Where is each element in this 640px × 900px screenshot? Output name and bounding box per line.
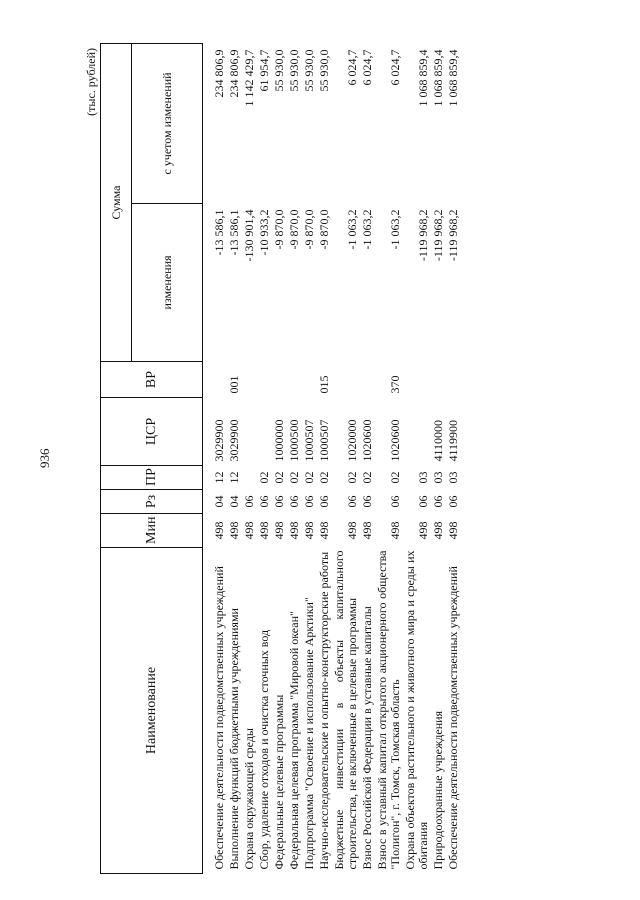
row-total: 234 806,9 xyxy=(212,49,226,98)
row-name: Подпрограмма "Освоение и использование Арктики" xyxy=(302,597,316,870)
row-pr: 03 xyxy=(446,471,460,484)
row-csr: 3029900 xyxy=(227,419,241,462)
row-name: Взнос Российской Федерации в уставные капиталы xyxy=(360,606,374,870)
table-row xyxy=(302,43,317,873)
row-name: Выполнение функций бюджетными учреждениями xyxy=(227,608,241,870)
rotated-page-content xyxy=(84,44,564,874)
row-vr xyxy=(332,362,360,398)
row-rz: 06 xyxy=(302,495,316,508)
row-min: 498 xyxy=(212,521,226,540)
row-name: Федеральная целевая программа "Мировой океан" xyxy=(287,611,301,870)
row-total: 1 068 859,4 xyxy=(446,49,460,107)
row-rz: 06 xyxy=(345,495,359,508)
table-row xyxy=(431,43,446,873)
table-row xyxy=(287,43,302,873)
table-body xyxy=(203,43,462,873)
row-change: -119 968,2 xyxy=(446,209,460,262)
row-change: -9 870,0 xyxy=(272,209,286,250)
row-csr: 1000507 xyxy=(302,419,316,462)
table-row xyxy=(375,43,403,873)
row-min: 498 xyxy=(446,521,460,540)
row-pr: 03 xyxy=(431,471,445,484)
row-change: -119 968,2 xyxy=(431,209,445,262)
row-vr xyxy=(203,362,228,398)
table-row xyxy=(203,43,228,873)
table-row xyxy=(257,43,272,873)
row-rz: 06 xyxy=(388,495,402,508)
row-total: 6 024,7 xyxy=(345,49,359,86)
row-change: -1 063,2 xyxy=(388,209,402,250)
row-vr xyxy=(431,362,446,398)
row-csr: 4119900 xyxy=(446,419,460,462)
page-number: 936 xyxy=(37,448,52,468)
row-total: 6 024,7 xyxy=(360,49,374,86)
row-min: 498 xyxy=(287,521,301,540)
row-min: 498 xyxy=(242,521,256,540)
row-csr xyxy=(403,398,431,466)
row-pr: 02 xyxy=(317,471,331,484)
row-name: Охрана объектов растительного и животного мира и среды их обитания xyxy=(403,550,430,870)
row-csr: 1000500 xyxy=(287,419,301,462)
row-rz: 06 xyxy=(431,495,445,508)
table-row xyxy=(446,43,461,873)
header-min: Мин xyxy=(101,514,203,548)
row-min: 498 xyxy=(227,521,241,540)
table-header xyxy=(101,43,203,873)
row-total: 1 068 859,4 xyxy=(431,49,445,107)
header-name: Наименование xyxy=(101,548,203,874)
row-rz: 04 xyxy=(212,495,226,508)
row-min: 498 xyxy=(257,521,271,540)
row-pr: 02 xyxy=(287,471,301,484)
row-total: 234 806,9 xyxy=(227,49,241,98)
row-change: -130 901,4 xyxy=(242,209,256,262)
row-total: 55 930,0 xyxy=(302,49,316,92)
row-vr: 370 xyxy=(388,375,402,394)
row-vr xyxy=(302,362,317,398)
header-sum: Сумма xyxy=(101,43,132,361)
row-pr: 02 xyxy=(388,471,402,484)
row-min: 498 xyxy=(272,521,286,540)
row-change: -13 586,1 xyxy=(227,209,241,256)
row-name: Обеспечение деятельности подведомственных учреждений xyxy=(446,566,460,870)
row-name: Бюджетные инвестиции в объекты капитального строительства, не включенные в целевые программы xyxy=(332,550,359,870)
row-pr: 12 xyxy=(227,471,241,484)
row-change: -9 870,0 xyxy=(302,209,316,250)
row-rz: 06 xyxy=(242,495,256,508)
row-vr xyxy=(403,362,431,398)
row-pr xyxy=(242,466,257,490)
row-vr xyxy=(272,362,287,398)
row-rz: 06 xyxy=(446,495,460,508)
row-min: 498 xyxy=(360,521,374,540)
row-csr xyxy=(242,398,257,466)
row-change: -9 870,0 xyxy=(317,209,331,250)
row-change: -1 063,2 xyxy=(345,209,359,250)
table-row xyxy=(360,43,375,873)
row-csr: 3029900 xyxy=(212,419,226,462)
row-name: Природоохранные учреждения xyxy=(431,710,445,870)
row-vr xyxy=(446,362,461,398)
row-rz: 04 xyxy=(227,495,241,508)
row-rz: 06 xyxy=(360,495,374,508)
row-name: Научно-исследовательские и опытно-конструкторские работы xyxy=(317,551,331,870)
table-row xyxy=(242,43,257,873)
table-row xyxy=(317,43,332,873)
budget-table xyxy=(100,43,461,874)
row-rz: 06 xyxy=(287,495,301,508)
row-vr xyxy=(242,362,257,398)
header-pr: ПР xyxy=(101,466,203,490)
row-csr: 1020600 xyxy=(388,419,402,462)
table-row xyxy=(227,43,242,873)
row-name: Взнос в уставный капитал открытого акционерного общества "Полигон", г. Томск, Томская область xyxy=(375,550,402,870)
row-change: -9 870,0 xyxy=(287,209,301,250)
row-vr xyxy=(257,362,272,398)
header-change: изменения xyxy=(132,204,203,362)
row-rz: 06 xyxy=(272,495,286,508)
row-vr: 015 xyxy=(317,375,331,394)
row-pr: 12 xyxy=(212,471,226,484)
row-min: 498 xyxy=(416,521,430,540)
row-csr: 1000507 xyxy=(317,419,331,462)
row-name: Охрана окружающей среды xyxy=(242,728,256,870)
row-change: -10 933,2 xyxy=(257,209,271,256)
row-csr: 1020600 xyxy=(360,419,374,462)
row-pr: 02 xyxy=(257,471,271,484)
row-change: -1 063,2 xyxy=(360,209,374,250)
row-pr: 02 xyxy=(345,471,359,484)
row-min: 498 xyxy=(431,521,445,540)
row-csr: 1020000 xyxy=(345,419,359,462)
row-rz: 06 xyxy=(257,495,271,508)
header-vr: ВР xyxy=(101,362,203,398)
row-csr: 4110000 xyxy=(431,419,445,462)
row-csr xyxy=(257,398,272,466)
table-row xyxy=(272,43,287,873)
header-with-change: с учетом изменений xyxy=(132,43,203,203)
table-row xyxy=(403,43,431,873)
unit-note: (тыс. рублей) xyxy=(84,48,98,116)
header-rz: Рз xyxy=(101,490,203,514)
row-rz: 06 xyxy=(416,495,430,508)
row-pr: 03 xyxy=(416,471,430,484)
row-name: Федеральные целевые программы xyxy=(272,694,286,870)
row-min: 498 xyxy=(345,521,359,540)
row-rz: 06 xyxy=(317,495,331,508)
row-pr: 02 xyxy=(302,471,316,484)
row-vr: 001 xyxy=(227,375,241,394)
row-vr xyxy=(287,362,302,398)
row-total: 55 930,0 xyxy=(272,49,286,92)
table-row xyxy=(332,43,360,873)
row-total: 61 954,7 xyxy=(257,49,271,92)
row-vr xyxy=(360,362,375,398)
row-total: 55 930,0 xyxy=(317,49,331,92)
header-csr: ЦСР xyxy=(101,398,203,466)
row-min: 498 xyxy=(317,521,331,540)
row-total: 55 930,0 xyxy=(287,49,301,92)
row-pr: 02 xyxy=(360,471,374,484)
row-total: 1 142 429,7 xyxy=(242,49,256,107)
row-name: Обеспечение деятельности подведомственных учреждений xyxy=(212,566,226,870)
row-total: 1 068 859,4 xyxy=(416,49,430,107)
row-pr: 02 xyxy=(272,471,286,484)
row-min: 498 xyxy=(302,521,316,540)
row-change: -119 968,2 xyxy=(416,209,430,262)
row-change: -13 586,1 xyxy=(212,209,226,256)
row-total: 6 024,7 xyxy=(388,49,402,86)
row-csr: 1000000 xyxy=(272,419,286,462)
row-min: 498 xyxy=(388,521,402,540)
row-name: Сбор, удаление отходов и очистка сточных вод xyxy=(257,629,271,870)
